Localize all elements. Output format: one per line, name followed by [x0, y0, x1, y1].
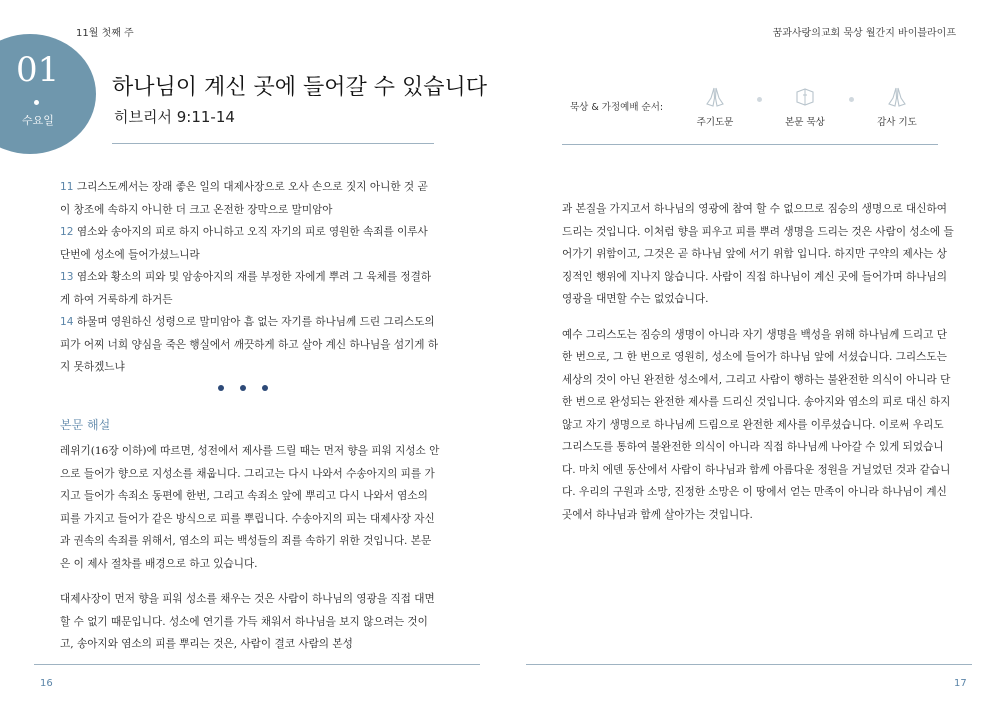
praying-hands-icon: [885, 86, 909, 108]
devotion-order-label: 묵상 & 가정예배 순서:: [570, 102, 664, 113]
devotion-step-lords-prayer: [680, 86, 750, 128]
section-separator-dots: [218, 376, 284, 395]
commentary-body: [60, 440, 440, 669]
commentary-paragraph: 레위기(16장 이하)에 따르면, 성전에서 제사를 드릴 때는 먼저 향을 피워 지성소 안으로 들어가 향으로 지성소를 채웁니다. 그리고는 다시 나와서 수송아지의 피를 가지고 들어가 속죄소 동편에 한번, 그리고 속죄소 앞에 뿌리고 다시 나와서 염소의 피를 가지고 들어가 같은 방식으로 피를 뿌립니다. 수송아지의 피는 대제사장 자신과 권속의 속죄를 위해서, 염소의 피는 백성들의 죄를 속하기 위한 것입니다. 본문은 이 제사 절차를 배경으로 하고 있습니다.: [60, 445, 440, 570]
bible-icon: [793, 86, 817, 108]
praying-hands-icon: [703, 86, 727, 108]
step-label: 본문 묵상: [785, 117, 825, 128]
step-label: 감사 기도: [877, 117, 917, 128]
verse-number: 11: [60, 181, 74, 193]
verse-text: 염소와 황소의 피와 및 암송아지의 재를 부정한 자에게 뿌려 그 육체를 정결하게 하여 거룩하게 하거든: [60, 271, 432, 306]
commentary-continued: [562, 198, 954, 539]
devotion-step-thanksgiving: [862, 86, 932, 128]
page-title: 하나님이 계신 곳에 들어갈 수 있습니다: [112, 75, 487, 100]
page-number: 16: [40, 678, 53, 689]
right-page: [500, 0, 1000, 709]
step-separator-dot: [849, 97, 854, 102]
scripture-reference: 히브리서 9:11-14: [114, 108, 235, 126]
verse: [60, 176, 440, 221]
step-label: 주기도문: [696, 117, 734, 128]
step-separator-dot: [757, 97, 762, 102]
footer-divider: [34, 664, 480, 665]
title-divider: [112, 143, 434, 144]
scripture-passage: [60, 176, 440, 379]
verse-number: 13: [60, 271, 74, 283]
verse-text: 염소와 송아지의 피로 하지 아니하고 오직 자기의 피로 영원한 속죄를 이루사 단번에 성소에 들어가셨느니라: [60, 226, 428, 261]
devotion-step-meditation: [770, 86, 840, 128]
commentary-heading: 본문 해설: [60, 418, 111, 432]
verse-number: 12: [60, 226, 74, 238]
verse-text: 하물며 영원하신 성령으로 말미암아 흠 없는 자기를 하나님께 드린 그리스도의 피가 어찌 너희 양심을 죽은 행실에서 깨끗하게 하고 살아 계신 하나님을 섬기게 하지 못하겠느냐: [60, 316, 439, 373]
magazine-header: 꿈과사랑의교회 묵상 월간지 바이블라이프: [772, 28, 956, 39]
separator-dot: [218, 385, 224, 391]
date-badge: [0, 34, 96, 154]
verse: [60, 311, 440, 379]
verse-text: 그리스도께서는 장래 좋은 일의 대제사장으로 오사 손으로 짓지 아니한 것 곧 이 창조에 속하지 아니한 더 크고 온전한 장막으로 말미암아: [60, 181, 428, 216]
separator-dot: [262, 385, 268, 391]
weekday-label: 수요일: [22, 114, 54, 127]
date-dot: [34, 100, 39, 105]
verse: [60, 221, 440, 266]
separator-dot: [240, 385, 246, 391]
date-number: 01: [16, 50, 60, 90]
verse-number: 14: [60, 316, 74, 328]
commentary-paragraph: 과 본질을 가지고서 하나님의 영광에 참여 할 수 없으므로 짐승의 생명으로 대신하여 드리는 것입니다. 이처럼 향을 피우고 피를 뿌려 생명을 드리는 것은 사람이 성소에 들어가기 위함이고, 그것은 곧 하나님 앞에 서기 위함 입니다. 하지만 구약의 제사는 상징적인 행위에 지나지 않습니다. 사람이 직접 하나님이 계신 곳에 들어가며 하나님의 영광을 대면할 수는 없었습니다.: [562, 203, 954, 305]
devotion-divider: [562, 144, 938, 145]
commentary-paragraph: 대제사장이 먼저 향을 피워 성소를 채우는 것은 사람이 하나님의 영광을 직접 대면 할 수 없기 때문입니다. 성소에 연기를 가득 채워서 하나님을 보지 않으려는 것이고, 송아지와 염소의 피를 뿌리는 것은, 사람이 결코 사람의 본성: [60, 593, 435, 650]
commentary-paragraph: 예수 그리스도는 짐승의 생명이 아니라 자기 생명을 백성을 위해 하나님께 드리고 단 한 번으로, 그 한 번으로 영원히, 성소에 들어가 하나님 앞에 서셨습니다. 그리스도는 세상의 것이 아닌 완전한 성소에서, 그리고 사람이 행하는 불완전한 의식이 아니라 단 한 번으로 완성되는 완전한 제사를 드리신 것입니다. 송아지와 염소의 피로 대신 하지 않고 자기 생명으로 하나님께 드림으로 완전한 제사를 이루셨습니다. 이로써 우리도 그리스도를 통하여 불완전한 의식이 아니라 직접 하나님께 나아갈 수 있게 되었습니다. 마치 에덴 동산에서 사람이 하나님과 함께 아름다운 정원을 거닐었던 것과 같습니다. 우리의 구원과 소망, 진정한 소망은 이 땅에서 얻는 만족이 아니라 하나님이 계신 곳에서 하나님과 함께 살아가는 것입니다.: [562, 328, 951, 521]
page-number: 17: [954, 678, 967, 689]
week-header: 11월 첫째 주: [76, 28, 134, 39]
verse: [60, 266, 440, 311]
footer-divider: [526, 664, 972, 665]
